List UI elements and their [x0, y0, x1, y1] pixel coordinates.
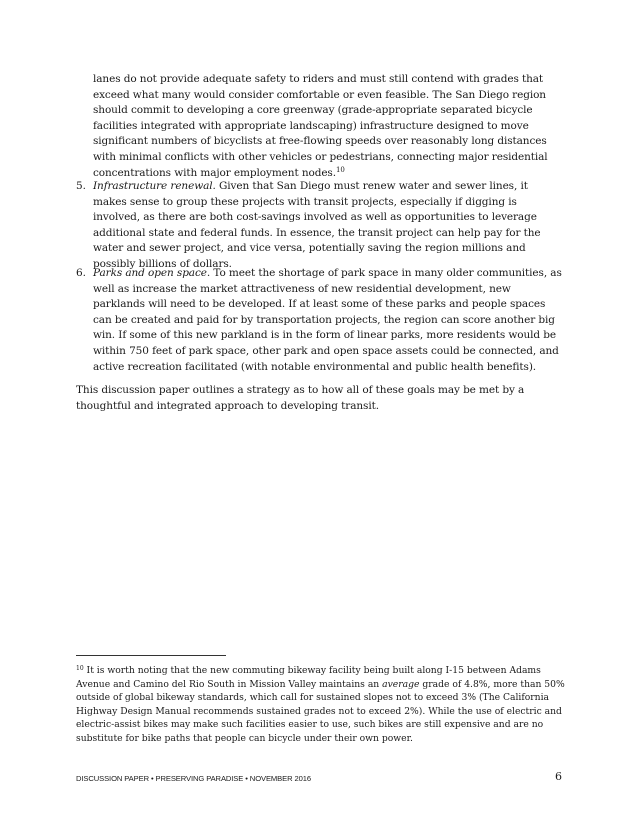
- footnote: [76, 664, 566, 746]
- list-item-number: 6.: [76, 267, 86, 279]
- continuation-text: lanes do not provide adequate safety to riders and must still contend with grades that exceed what many would consider comfortable or even feasible. The San Diego region should commit to developing a core greenway (grade-appropriate separated bicycle facilities integrated with appropriate landscaping) infrastructure designed to move significant numbers of bicyclists at free-flowing speeds over reasonably long distances with minimal conflicts with other vehicles or pedestrians, connecting major residential concentrations with major employment nodes.: [93, 73, 548, 179]
- list-item-text: . To meet the shortage of park space in many older communities, as well as increase the market attractiveness of new residential development, new parklands will need to be developed. If at least some of these parks and people spaces can be created and paid for by transportation projects, the region can score another big win. If some of this new parkland is in the form of linear parks, more residents would be within 750 feet of park space, other park and open space assets could be connected, and active recreation facilitated (with notable environmental and public health benefits).: [93, 267, 562, 373]
- footnote-number: 10: [76, 665, 84, 672]
- list-item-heading: Infrastructure renewal: [93, 180, 213, 192]
- closing-paragraph: This discussion paper outlines a strategy as to how all of these goals may be met by a thoughtful and integrated approach to developing transit.: [76, 384, 525, 412]
- footnote-reference[interactable]: 10: [335, 165, 345, 174]
- footnote-emphasis: average: [382, 678, 420, 690]
- continuation-paragraph: [93, 72, 561, 181]
- page-number: 6: [555, 770, 562, 783]
- footnote-text-after: grade of 4.8%, more than 50% outside of global bikeway standards, which call for sustained slopes not to exceed 3% (The California Highway Design Manual recommends sustained grades not to exceed 2%). While the use of electric and electric-assist bikes may make such facilities easier to use, such bikes are still expensive and are no substitute for bike paths that people can bicycle under their own power.: [76, 678, 565, 744]
- running-footer-title: DISCUSSION PAPER • PRESERVING PARADISE • NOVEMBER 2016: [76, 774, 311, 783]
- footnote-separator: [76, 655, 226, 656]
- list-item-number: 5.: [76, 180, 86, 192]
- list-item-body: [93, 266, 563, 375]
- list-item-heading: Parks and open space: [93, 267, 207, 279]
- list-item-body: [93, 179, 563, 273]
- list-item-text: . Given that San Diego must renew water and sewer lines, it makes sense to group these projects with transit projects, especially if digging is involved, as there are both cost-savings involved as well as opportunities to leverage additional state and federal funds. In essence, the transit project can help pay for the water and sewer project, and vice versa, potentially saving the region millions and possibly billions of dollars.: [93, 180, 541, 270]
- footnote-text-before: It is worth noting that the new commuting bikeway facility being built along I-15 between Adams Avenue and Camino del Rio South in Mission Valley maintains an: [76, 665, 541, 690]
